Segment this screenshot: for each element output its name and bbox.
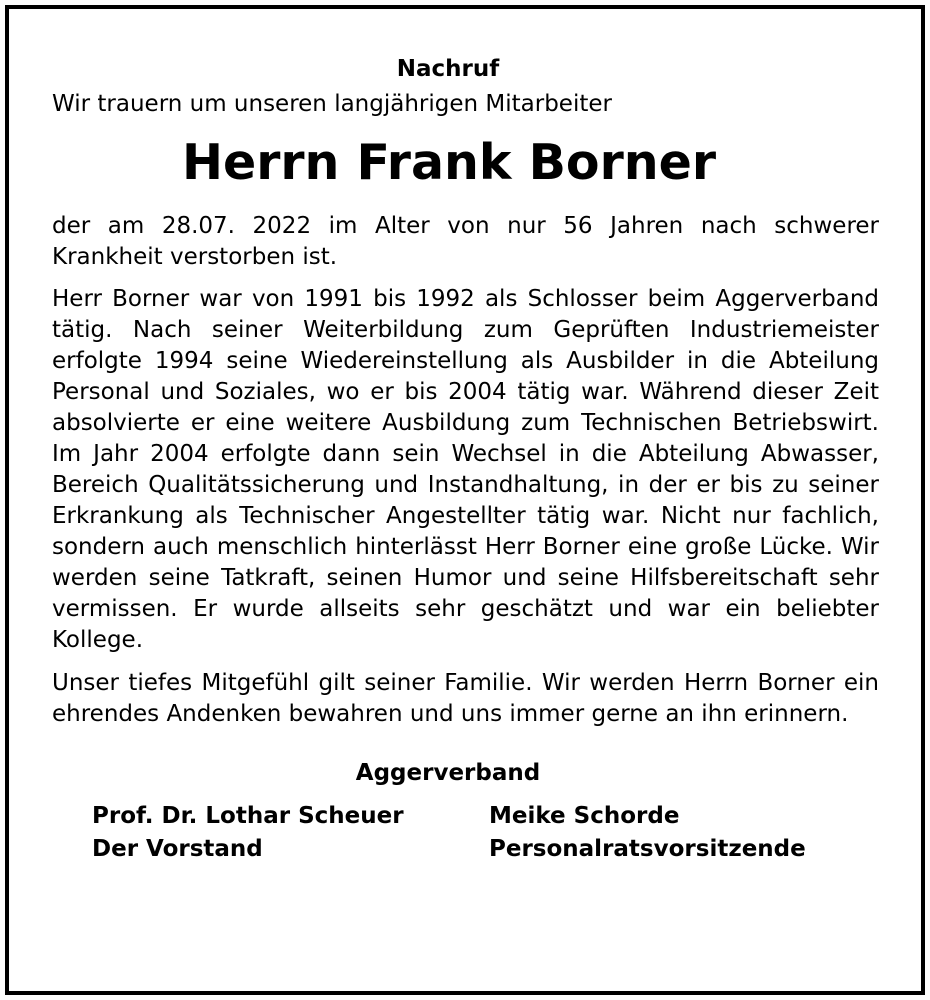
obituary-notice <box>47 55 879 866</box>
signatory-role: Der Vorstand <box>92 836 263 862</box>
notice-title: Nachruf <box>396 56 500 82</box>
paragraph-career: Herr Borner war von 1991 bis 1992 als Schlosser beim Aggerverband tätig. Nach seiner Weiterbildung zum Geprüften Industriemeister erfolgte 1994 seine Wiedereinstellung als Ausbilder in die Abteilung Personal und Soziales, wo er bis 2004 tätig war. Während dieser Zeit absolvierte er eine weitere Ausbildung zum Technischen Betriebswirt. Im Jahr 2004 erfolgte dann sein Wechsel in die Abteilung Abwasser, Bereich Qualitätssicherung und Instandhaltung, in der er bis zu seiner Erkrankung als Technischer Angestellter tätig war. Nicht nur fachlich, sondern auch menschlich hinterlässt Herr Borner eine große Lücke. Wir werden seine Tatkraft, seinen Humor und seine Hilfsbereitschaft sehr vermissen. Er wurde allseits sehr geschätzt und war ein beliebter Kollege. <box>52 286 879 653</box>
deceased-name: Herrn Frank Borner <box>181 134 717 191</box>
signatory-name: Meike Schorde <box>489 803 680 829</box>
signature-block <box>92 800 879 866</box>
signatory-name: Prof. Dr. Lothar Scheuer <box>92 803 404 829</box>
organization-name: Aggerverband <box>355 760 541 786</box>
paragraph-condolence: Unser tiefes Mitgefühl gilt seiner Familie. Wir werden Herrn Borner ein ehrendes Andenken bewahren und uns immer gerne an ihn erinnern. <box>52 670 879 727</box>
signatory-right <box>489 800 806 866</box>
paragraph-death-info: der am 28.07. 2022 im Alter von nur 56 Jahren nach schwerer Krankheit verstorben ist. <box>52 213 879 270</box>
intro-line: Wir trauern um unseren langjährigen Mitarbeiter <box>52 91 612 117</box>
signatory-left <box>92 800 489 866</box>
signatory-role: Personalratsvorsitzende <box>489 836 806 862</box>
